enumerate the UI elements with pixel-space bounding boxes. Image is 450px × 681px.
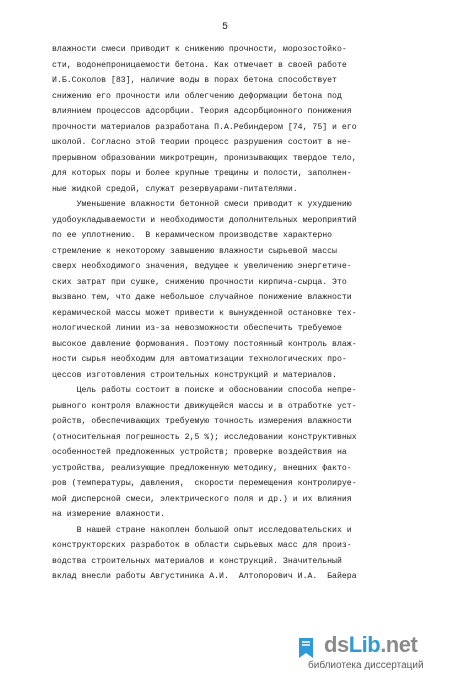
paragraph (52, 383, 408, 523)
dslib-tagline: библиотека диссертаций (308, 660, 424, 671)
text-line: сверх необходимого значения, ведущее к увеличению энергетиче- (52, 262, 352, 271)
document-body (52, 42, 408, 585)
text-line: Цель работы состоит в поиске и обосновании способа непре- (52, 386, 357, 395)
text-line: прерывном образовании микротрещин, пронизывающих твердое тело, (52, 153, 357, 163)
paragraph (52, 42, 408, 197)
text-line: прочности материалов разработана П.А.Ребиндером [74, 75] и его (52, 122, 357, 132)
text-line: по ее уплотнению. В керамическом производстве характерно (52, 231, 333, 240)
text-line: устройства, реализующие предложенную методику, внешних факто- (52, 463, 352, 473)
text-line: высокое давление формования. Поэтому постоянный контроль влаж- (52, 339, 357, 349)
text-line: конструкторских разработок в области сырьевых масс для произ- (52, 541, 352, 550)
text-line: ров (температуры, давления, скорости перемещения контролируе- (52, 479, 357, 488)
text-line: ные жидкой средой, служат резервуарами-питателями. (52, 184, 298, 194)
bookmark-icon (294, 636, 318, 660)
text-line: нологической линии из-за невозможности обеспечить требуемое (52, 324, 342, 333)
text-line: мой дисперсной смеси, электрического поля и др.) и их влияния (52, 494, 352, 504)
text-line: на измерение влажности. (52, 510, 166, 519)
text-line: В нашей стране накоплен большой опыт исследовательских и (52, 525, 352, 535)
text-line: удобоукладываемости и необходимости дополнительных мероприятий (52, 215, 357, 225)
paragraph (52, 197, 408, 383)
text-line: для которых поры и более крупные трещины и полости, заполнен- (52, 169, 352, 178)
text-line: стремление к некоторому завышению влажности сырьевой массы (52, 246, 337, 256)
text-line: водства строительных материалов и конструкций. Значительный (52, 556, 342, 566)
dslib-watermark (290, 632, 450, 680)
text-line: вклад внесли работы Августиника А.И. Алтопорович И.А. Байера (52, 572, 357, 581)
text-line: ских затрат при сушке, снижению прочности кирпича-сырца. Это (52, 277, 347, 287)
text-line: Уменьшение влажности бетонной смеси приводит к ухудшению (52, 200, 352, 209)
text-line: школой. Согласно этой теории процесс разрушения состоит в не- (52, 138, 352, 147)
text-line: (относительная погрешность 2,5 %); исследовании конструктивных (52, 432, 357, 442)
text-line: ности сырья необходим для автоматизации технологических про- (52, 355, 347, 364)
text-line: влиянием процессов адсорбции. Теория адсорбционного понижения (52, 107, 352, 116)
text-line: особенностей предложенных устройств; проверке воздействия на (52, 448, 347, 457)
page-number: 5 (221, 22, 228, 33)
dslib-logo: dsLib.net (324, 632, 418, 657)
text-line: И.Б.Соколов [83], наличие воды в порах бетона способствует (52, 76, 337, 85)
text-line: сти, водонепроницаемости бетона. Как отмечает в своей работе (52, 60, 347, 70)
paragraph (52, 523, 408, 585)
text-line: вызвано тем, что даже небольшое случайное понижение влажности (52, 293, 352, 302)
text-line: рывного контроля влажности движущейся массы и в отработке уст- (52, 401, 357, 411)
text-line: снижению его прочности или облегчению деформации бетона под (52, 91, 342, 101)
text-line: цессов изготовления строительных конструкций и материалов. (52, 370, 337, 380)
text-line: ройств, обеспечивающих требуемую точность измерения влажности (52, 417, 352, 426)
text-line: керамической массы может привести к вынужденной остановке тех- (52, 308, 357, 318)
text-line: влажности смеси приводит к снижению прочности, морозостойко- (52, 45, 347, 54)
